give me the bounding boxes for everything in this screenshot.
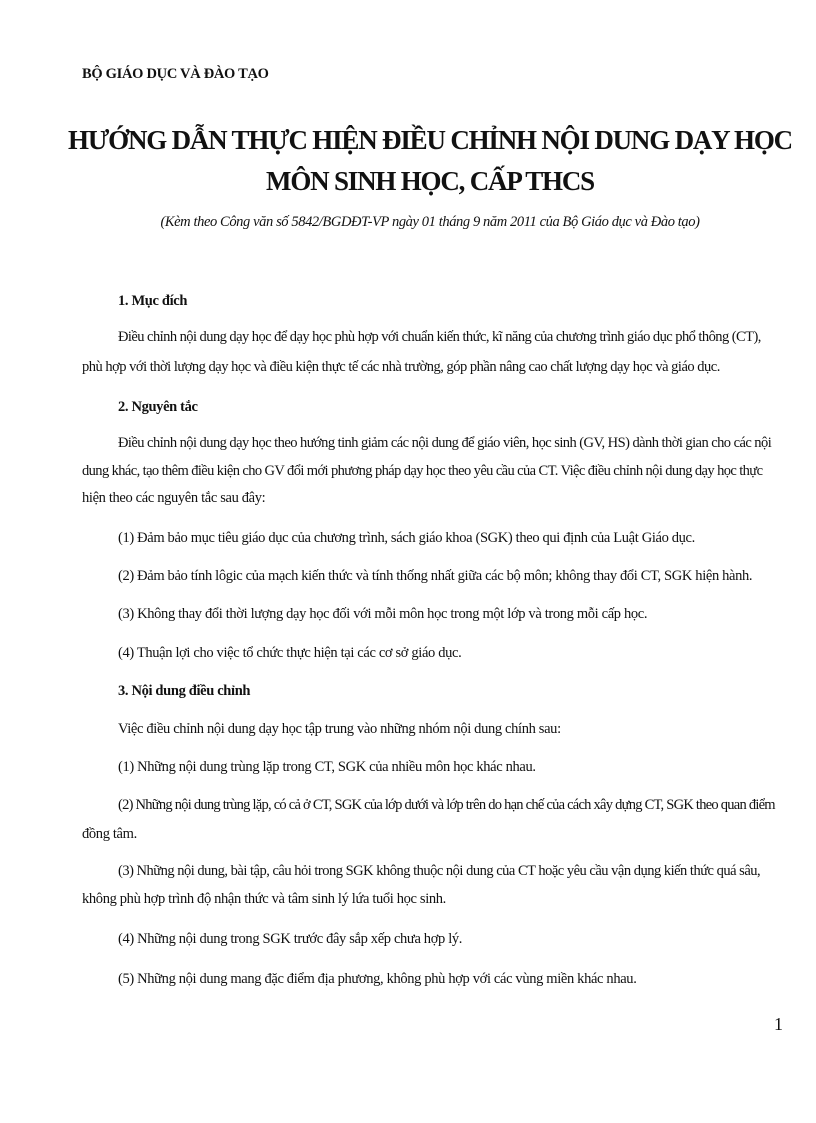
list-item: (4) Thuận lợi cho việc tổ chức thực hiện tại các cơ sở giáo dục. [118, 645, 462, 661]
paragraph-line: dung khác, tạo thêm điều kiện cho GV đổi mới phương pháp dạy học theo yêu cầu của CT. Việc điều chỉnh nội dung dạy học thực [82, 463, 763, 479]
document-title-line1: HƯỚNG DẪN THỰC HIỆN ĐIỀU CHỈNH NỘI DUNG DẠY HỌC [68, 125, 792, 155]
paragraph-line: hiện theo các nguyên tắc sau đây: [82, 490, 266, 506]
section-heading-purpose: 1. Mục đích [118, 293, 188, 309]
paragraph-line: Điều chỉnh nội dung dạy học để dạy học phù hợp với chuẩn kiến thức, kĩ năng của chương trình giáo dục phổ thông (CT), [118, 329, 761, 345]
list-item-continuation: không phù hợp trình độ nhận thức và tâm sinh lý lứa tuổi học sinh. [82, 891, 446, 907]
list-item: (2) Những nội dung trùng lặp, có cả ở CT, SGK của lớp dưới và lớp trên do hạn chế của cách xây dựng CT, SGK theo quan điểm [118, 797, 775, 813]
list-item: (2) Đảm bảo tính lôgic của mạch kiến thức và tính thống nhất giữa các bộ môn; không thay đổi CT, SGK hiện hành. [118, 568, 753, 584]
ministry-name: BỘ GIÁO DỤC VÀ ĐÀO TẠO [82, 66, 269, 82]
list-item: (3) Những nội dung, bài tập, câu hỏi trong SGK không thuộc nội dung của CT hoặc yêu cầu vận dụng kiến thức quá sâu, [118, 863, 761, 879]
list-item: (5) Những nội dung mang đặc điểm địa phương, không phù hợp với các vùng miền khác nhau. [118, 971, 637, 987]
page-number: 1 [774, 1014, 783, 1034]
section-heading-principles: 2. Nguyên tắc [118, 399, 198, 415]
list-item-continuation: đồng tâm. [82, 826, 137, 842]
paragraph-line: Việc điều chỉnh nội dung dạy học tập trung vào những nhóm nội dung chính sau: [118, 721, 561, 737]
list-item: (3) Không thay đổi thời lượng dạy học đối với mỗi môn học trong một lớp và trong mỗi cấp học. [118, 606, 648, 622]
document-title-line2: MÔN SINH HỌC, CẤP THCS [266, 166, 594, 196]
list-item: (1) Đảm bảo mục tiêu giáo dục của chương trình, sách giáo khoa (SGK) theo qui định của Luật Giáo dục. [118, 530, 695, 546]
list-item: (1) Những nội dung trùng lặp trong CT, SGK của nhiều môn học khác nhau. [118, 759, 536, 775]
document-subtitle: (Kèm theo Công văn số 5842/BGDĐT-VP ngày 01 tháng 9 năm 2011 của Bộ Giáo dục và Đào tạo) [160, 214, 700, 230]
paragraph-line: Điều chỉnh nội dung dạy học theo hướng tinh giảm các nội dung để giáo viên, học sinh (GV, HS) dành thời gian cho các nội [118, 435, 772, 451]
list-item: (4) Những nội dung trong SGK trước đây sắp xếp chưa hợp lý. [118, 931, 463, 947]
paragraph-line: phù hợp với thời lượng dạy học và điều kiện thực tế các nhà trường, góp phần nâng cao chất lượng dạy học và giáo dục. [82, 359, 720, 375]
section-heading-content: 3. Nội dung điều chỉnh [118, 683, 251, 699]
